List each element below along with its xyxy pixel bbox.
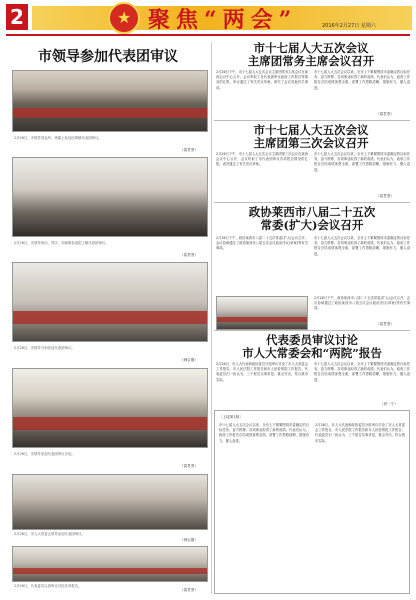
headline-deputies-review-reports: 代表委员审议讨论 市人大常委会和“两院”报告 (242, 333, 382, 360)
photo-source-1: （葛君焘） (180, 148, 198, 152)
continued-body-a: 市十七届人大五次会议以来，全市上下紧紧围绕市委确定的目标任务，奋力拼搏，各项事业取得了新的成绩。代表们认为，政府工作报告总结成绩客观全面，部署工作思路清晰，措施有力，催人奋进。 (219, 423, 309, 443)
photo-source-4: （葛君焘） (180, 464, 198, 468)
body-deputies-review-b: 市十七届人大五次会议以来，全市上下紧紧围绕市委确定的目标任务，奋力拼搏，各项事业取得了新的成绩。代表们认为，政府工作报告总结成绩客观全面，部署工作思路清晰，措施有力，催人奋进。 (314, 362, 410, 382)
source-standing-committee: （葛君焘） (376, 112, 394, 116)
caption-5: 2月26日，市人大常委会领导参加代表团审议。 (14, 532, 85, 536)
source-deputies-review: （常一宁） (380, 402, 398, 406)
page-number: 2 (6, 4, 28, 30)
caption-1: 2月26日，市领导刘金玲、徐嘉士参加店埠镇代表团审议。 (14, 136, 102, 140)
rule-1 (214, 120, 410, 121)
caption-6: 2月26日，代表委员认真审议讨论各项报告。 (14, 584, 82, 588)
source-cppcc-meeting: （葛君焘） (376, 322, 394, 326)
photo-source-5: （韩宝刚） (180, 538, 198, 542)
body-cppcc-meeting-a: 2月26日下午，政协莱西市八届二十五次常委(扩大)会议召开，会议协商通过了政协莱西市八届五次会议政治决议(草案)等有关事项。 (216, 236, 308, 251)
body-cppcc-meeting-b: 市十七届人大五次会议以来，全市上下紧紧围绕市委确定的目标任务，奋力拼搏，各项事业取得了新的成绩。代表们认为，政府工作报告总结成绩客观全面，部署工作思路清晰，措施有力，催人奋进。 (314, 236, 410, 256)
continued-body-b: 2月26日，市人大代表和政协委员分组审议讨论了市人大常委会工作报告、市人民法院工作报告和市人民检察院工作报告。代表委员们一致认为，三个报告实事求是，重点突出，符合我市实际。 (315, 423, 405, 443)
rule-3 (214, 330, 410, 331)
photo-source-2: （葛君焘） (180, 253, 198, 257)
header-date: 2016年2月27日 星期六 (322, 23, 376, 29)
continued-article-box (214, 410, 410, 594)
headline-leaders-review: 市领导参加代表团审议 (38, 49, 178, 65)
body-presidium-third-a: 2月26日下午，市十七届人大五次会议主席团第三次会议在莱西会议中心召开，会议听取了各代表团审议各项报告情况的汇报，表决通过了有关决议草案。 (216, 152, 308, 167)
photo-source-3: （韩宝刚） (180, 358, 198, 362)
body-standing-committee-b: 市十七届人大五次会议以来，全市上下紧紧围绕市委确定的目标任务，奋力拼搏，各项事业取得了新的成绩。代表们认为，政府工作报告总结成绩客观全面，部署工作思路清晰，措施有力，催人奋进。 (314, 70, 410, 90)
body-cppcc-meeting-c: 2月26日下午，政协莱西市八届二十五次常委(扩大)会议召开，会议协商通过了政协莱西市八届五次会议政治决议(草案)等有关事项。 (314, 296, 410, 311)
photo-6 (12, 546, 208, 582)
column-divider (211, 42, 212, 594)
photo-cppcc (216, 296, 308, 330)
photo-3 (12, 262, 208, 342)
header-rule (6, 34, 410, 36)
headline-presidium-third: 市十七届人大五次会议 主席团第三次会议召开 (253, 123, 369, 150)
body-standing-committee-a: 2月26日下午，市十七届人大五次会议主席团常务主席会议在莱西会议中心召开，会议听取了各代表团审议政府工作报告等情况的汇报，审议通过了有关决议草案，研究了会议其他有关事项。 (216, 70, 308, 90)
source-presidium-third: （葛君焘） (376, 194, 394, 198)
headline-cppcc-meeting: 政协莱西市八届二十五次 常委(扩大)会议召开 (248, 205, 376, 232)
body-presidium-third-b: 市十七届人大五次会议以来，全市上下紧紧围绕市委确定的目标任务，奋力拼搏，各项事业取得了新的成绩。代表们认为，政府工作报告总结成绩客观全面，部署工作思路清晰，措施有力，催人奋进。 (314, 152, 410, 172)
continued-tag: ［上接第1版］ (219, 415, 243, 419)
caption-2: 2月26日，市领导徐启、郑宇、刘秉明参加院上镇代表团审议。 (14, 241, 109, 245)
photo-source-6: （葛君焘） (180, 588, 198, 592)
headline-standing-committee: 市十七届人大五次会议 主席团常务主席会议召开 (247, 41, 375, 68)
caption-3: 2月26日，市领导分别参加代表团审议。 (14, 346, 75, 350)
photo-2 (12, 157, 208, 237)
header-title: 聚焦“两会” (148, 7, 298, 33)
photo-4 (12, 368, 208, 448)
page-header (0, 0, 416, 38)
caption-4: 2月26日，市领导参加代表团审议讨论。 (14, 452, 75, 456)
emblem-icon (108, 2, 140, 34)
rule-2 (214, 202, 410, 203)
body-deputies-review-a: 2月26日，市人大代表和政协委员分组审议讨论了市人大常委会工作报告、市人民法院工作报告和市人民检察院工作报告。代表委员们一致认为，三个报告实事求是，重点突出，符合我市实际。 (216, 362, 308, 382)
photo-1 (12, 70, 208, 132)
photo-5 (12, 474, 208, 530)
